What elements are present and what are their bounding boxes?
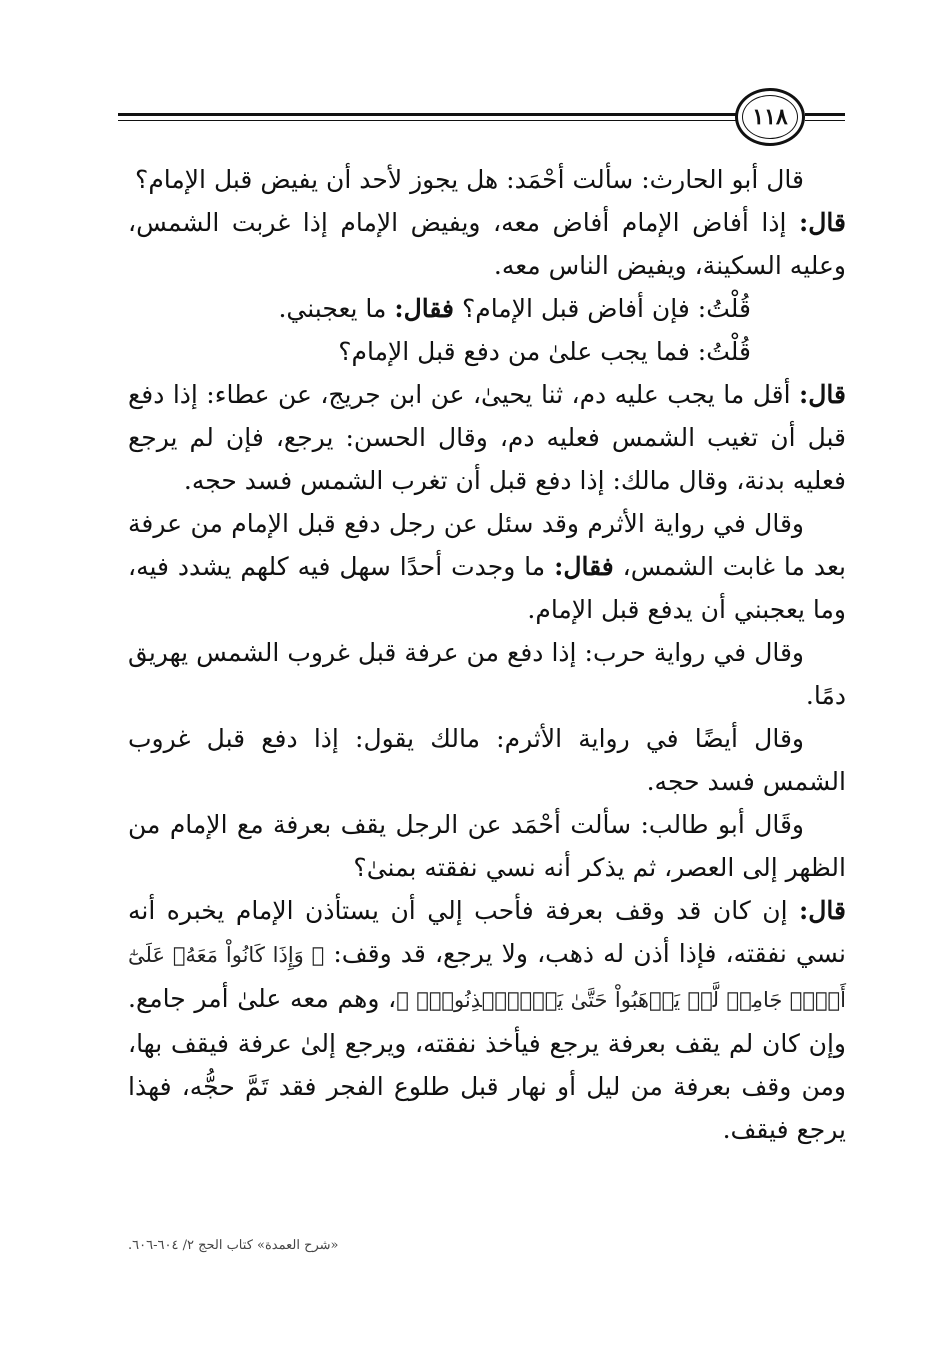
paragraph (128, 373, 846, 502)
paragraph-keyword: قال: (799, 208, 846, 237)
paragraph-text: وقال أيضًا في رواية الأثرم: مالك يقول: إذا دفع قبل غروب الشمس فسد حجه. (128, 724, 846, 796)
paragraph (128, 889, 846, 1151)
paragraph-keyword: قال: (799, 380, 846, 409)
paragraph (128, 330, 846, 373)
paragraph (128, 287, 846, 330)
paragraph (128, 631, 846, 717)
paragraph-text: أقل ما يجب عليه دم، ثنا يحيىٰ، عن ابن جريج، عن عطاء: إذا دفع قبل أن تغيب الشمس فعليه دم، وقال الحسن: يرجع، فإن لم يرجع فعليه بدنة، وقال مالك: إذا دفع قبل أن تغرب الشمس فسد حجه. (128, 380, 846, 495)
paragraph-text: إن كان قد وقف بعرفة فأحب إلي أن يستأذن الإمام يخبره أنه نسي نفقته، فإذا أذن له ذهب، ولا يرجع، قد وقف: (128, 896, 846, 968)
page-header (0, 80, 952, 150)
header-rule-right-thin (805, 120, 845, 121)
paragraph (128, 717, 846, 803)
paragraph (128, 502, 846, 631)
paragraph-text: ما يعجبني. (278, 294, 395, 323)
page-body (128, 158, 846, 1151)
footnote: «شرح العمدة» كتاب الحج ٢/ ٦٠٤-٦٠٦. (128, 1238, 339, 1253)
page-number-badge (735, 88, 805, 146)
paragraph-keyword: فقال: (554, 552, 614, 581)
header-rule-right-thick (805, 113, 845, 116)
paragraph-text: إذا أفاض الإمام أفاض معه، ويفيض الإمام إذا غربت الشمس، وعليه السكينة، ويفيض الناس معه. (128, 208, 846, 280)
paragraph-keyword: قال: (799, 896, 846, 925)
paragraph-text: وقَال أبو طالب: سألت أحْمَد عن الرجل يقف بعرفة مع الإمام من الظهر إلى العصر، ثم يذكر أنه نسي نفقته بمنىٰ؟ (128, 810, 846, 882)
quran-verse: ﴿ وَإِذَا كَانُواْ مَعَهُۥ عَلَىٰٓ أَمۡرٖ جَامِعٖ لَّمۡ يَذۡهَبُواْ حَتَّىٰ يَسۡتَٔۡذِنُوهُۚ ﴾ (128, 943, 846, 1012)
paragraph (128, 201, 846, 287)
paragraph-text: ، وهم معه علىٰ أمر جامع. وإن كان لم يقف بعرفة يرجع فيأخذ نفقته، ويرجع إلىٰ عرفة فيقف بها، ومن وقف بعرفة من ليل أو نهار قبل طلوع الفجر فقد تَمَّ حجُّه، فهذا يرجع فيقف. (128, 984, 846, 1144)
paragraph-text: وقال في رواية الأثرم وقد سئل عن رجل دفع قبل الإمام من عرفة بعد ما غابت الشمس، (128, 509, 846, 581)
header-rule-thin (118, 120, 738, 121)
page-number-ring (742, 95, 798, 139)
paragraph (128, 803, 846, 889)
paragraph-text: ما وجدت أحدًا سهل فيه كلهم يشدد فيه، وما يعجبني أن يدفع قبل الإمام. (128, 552, 846, 624)
page-number: ١١٨ (752, 104, 788, 130)
paragraph-keyword: فقال: (394, 294, 454, 323)
paragraph-text: قال أبو الحارث: سألت أحْمَد: هل يجوز لأحد أن يفيض قبل الإمام؟ (135, 165, 804, 194)
paragraph-text: وقال في رواية حرب: إذا دفع من عرفة قبل غروب الشمس يهريق دمًا. (128, 638, 846, 710)
paragraph-text: قُلْتُ: فإن أفاض قبل الإمام؟ (454, 294, 751, 323)
paragraph (128, 158, 846, 201)
header-rule-thick (118, 113, 738, 116)
paragraph-text: قُلْتُ: فما يجب علىٰ من دفع قبل الإمام؟ (338, 337, 751, 366)
